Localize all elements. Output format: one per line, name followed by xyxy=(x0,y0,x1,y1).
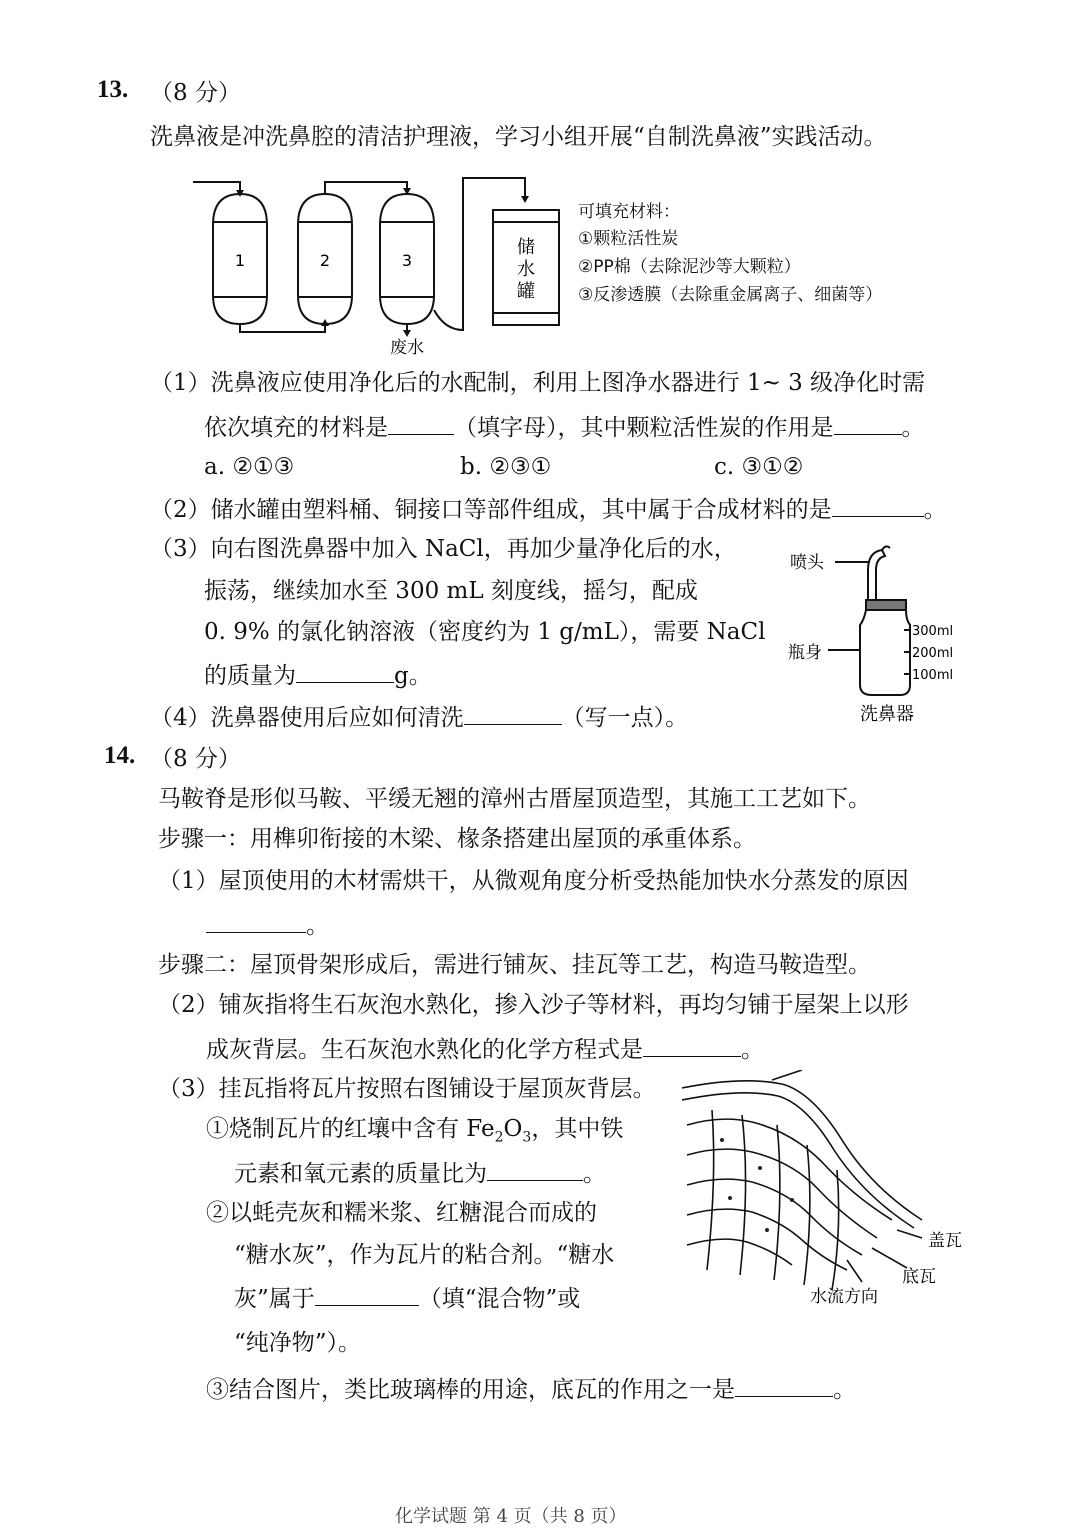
q14-s2-line4: “纯净物”）。 xyxy=(234,1330,362,1356)
answer-blank[interactable] xyxy=(832,492,924,517)
q14-s1-line1: ①烧制瓦片的红壤中含有 $Fe_2O_3$，其中铁 xyxy=(206,1116,624,1146)
answer-blank[interactable] xyxy=(487,1156,583,1181)
roof-tiles-illustration xyxy=(682,1070,982,1310)
material-1: ①颗粒活性炭 xyxy=(578,229,679,249)
q14-p2-line1: （2）铺灰指将生石灰泡水熟化，掺入沙子等材料，再均匀铺于屋架上以形 xyxy=(158,992,909,1018)
q14-p1-line2: 。 xyxy=(206,908,329,941)
answer-blank[interactable] xyxy=(464,700,562,725)
scale-300ml: 300ml xyxy=(912,624,954,639)
option-b: b. ②③① xyxy=(460,454,552,480)
answer-blank[interactable] xyxy=(206,908,306,933)
q13-points: （8 分） xyxy=(150,80,241,106)
q14-p3-line1: （3）挂瓦指将瓦片按照右图铺设于屋顶灰背层。 xyxy=(158,1076,656,1102)
materials-title: 可填充材料： xyxy=(578,202,680,222)
scale-100ml: 100ml xyxy=(912,668,954,683)
material-2: ②PP棉（去除泥沙等大颗粒） xyxy=(578,257,801,277)
water-flow-label: 水流方向 xyxy=(810,1287,878,1307)
nozzle-label: 喷头 xyxy=(790,553,824,573)
page-footer: 化学试题 第 4 页（共 8 页） xyxy=(395,1506,627,1527)
bottle-body-label: 瓶身 xyxy=(788,643,822,663)
base-tile-label: 底瓦 xyxy=(902,1267,936,1287)
q14-p2-line2: 成灰背层。生石灰泡水熟化的化学方程式是 。 xyxy=(206,1032,764,1065)
q13-p4: （4）洗鼻器使用后应如何清洗 （写一点）。 xyxy=(150,700,688,733)
storage-label-1: 储 xyxy=(517,237,535,258)
q14-points: （8 分） xyxy=(150,746,241,772)
q13-p1-line2: 依次填充的材料是 （填字母），其中颗粒活性炭的作用是 。 xyxy=(204,410,925,443)
q14-s2-line3: 灰”属于 （填“混合物”或 xyxy=(234,1281,580,1314)
q13-p3-line1: （3）向右图洗鼻器中加入 NaCl，再加少量净化后的水， xyxy=(150,536,737,562)
answer-blank[interactable] xyxy=(388,410,454,435)
q14-s3: ③结合图片，类比玻璃棒的用途，底瓦的作用之一是 。 xyxy=(206,1372,856,1405)
q13-p3-line3: 0. 9% 的氯化钠溶液（密度约为 1 g/mL），需要 NaCl xyxy=(204,619,766,645)
storage-label-3: 罐 xyxy=(517,281,535,302)
storage-label-2: 水 xyxy=(517,259,535,280)
nasal-wash-bottle xyxy=(780,530,980,730)
bottle-caption: 洗鼻器 xyxy=(860,704,914,725)
answer-blank[interactable] xyxy=(296,658,394,683)
cover-tile-label: 盖瓦 xyxy=(928,1231,962,1251)
answer-blank[interactable] xyxy=(834,410,902,435)
tank-1-label: 1 xyxy=(234,251,246,270)
option-a: a. ②①③ xyxy=(204,454,295,480)
q13-p3-line4: 的质量为 g。 xyxy=(204,658,432,691)
option-c: c. ③①② xyxy=(714,454,804,480)
material-3: ③反渗透膜（去除重金属离子、细菌等） xyxy=(578,285,883,305)
q13-p3-line2: 振荡，继续加水至 300 mL 刻度线，摇匀，配成 xyxy=(204,578,698,604)
q14-step2: 步骤二：屋顶骨架形成后，需进行铺灰、挂瓦等工艺，构造马鞍造型。 xyxy=(158,952,871,978)
water-purifier-diagram xyxy=(185,170,925,360)
q13-intro: 洗鼻液是冲洗鼻腔的清洁护理液，学习小组开展“自制洗鼻液”实践活动。 xyxy=(150,124,887,150)
q13-p1-line1: （1）洗鼻液应使用净化后的水配制，利用上图净水器进行 1~ 3 级净化时需 xyxy=(150,370,926,396)
q13-p2: （2）储水罐由塑料桶、铜接口等部件组成，其中属于合成材料的是 。 xyxy=(150,492,947,525)
waste-water-label: 废水 xyxy=(390,338,424,358)
q14-number: 14. xyxy=(104,742,136,769)
q14-s2-line1: ②以蚝壳灰和糯米浆、红糖混合而成的 xyxy=(206,1200,597,1226)
q14-s2-line2: “糖水灰”，作为瓦片的粘合剂。“糖水 xyxy=(234,1242,615,1268)
scale-200ml: 200ml xyxy=(912,646,954,661)
tank-3-label: 3 xyxy=(401,251,413,270)
q14-step1: 步骤一：用榫卯衔接的木梁、椽条搭建出屋顶的承重体系。 xyxy=(158,826,756,852)
tank-2-label: 2 xyxy=(319,251,331,270)
answer-blank[interactable] xyxy=(643,1032,741,1057)
q14-p1-line1: （1）屋顶使用的木材需烘干，从微观角度分析受热能加快水分蒸发的原因 xyxy=(158,868,909,894)
answer-blank[interactable] xyxy=(735,1372,833,1397)
q14-intro: 马鞍脊是形似马鞍、平缓无翘的漳州古厝屋顶造型，其施工工艺如下。 xyxy=(158,786,871,812)
q14-s1-line2: 元素和氧元素的质量比为 。 xyxy=(234,1156,606,1189)
q13-number: 13. xyxy=(97,76,129,103)
answer-blank[interactable] xyxy=(315,1281,419,1306)
